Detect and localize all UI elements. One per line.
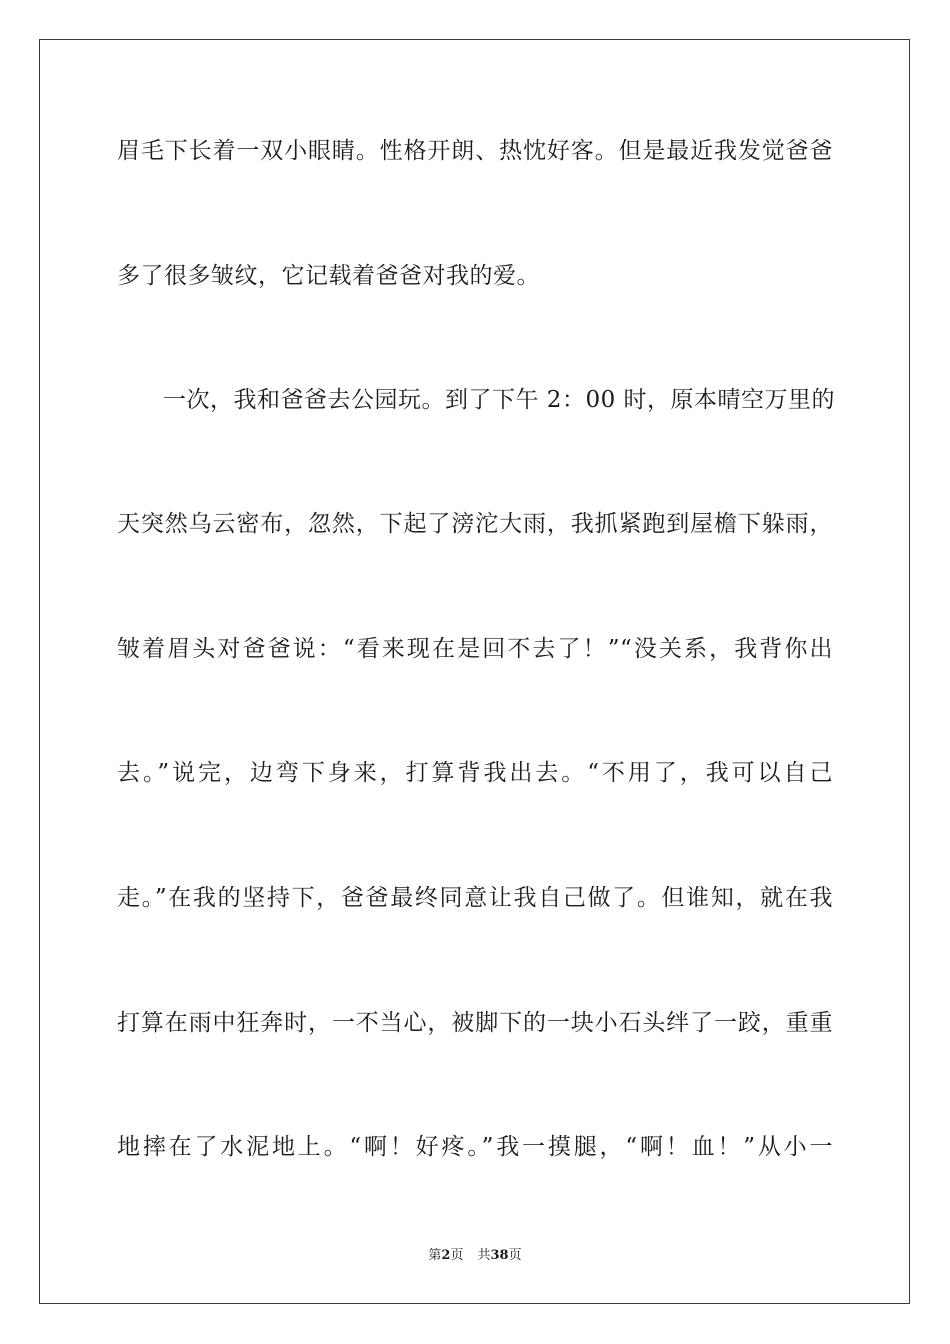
- text-line-2: 多了很多皱纹，它记载着爸爸对我的爱。: [117, 263, 540, 289]
- text-line-4: 天突然乌云密布，忽然，下起了滂沱大雨，我抓紧跑到屋檐下躲雨，: [117, 511, 833, 537]
- text-line-1: 眉毛下长着一双小眼睛。性格开朗、热忱好客。但是最近我发觉爸爸: [117, 138, 833, 164]
- total-pages: 38: [490, 1248, 509, 1263]
- text-line-7: 走。”在我的坚持下，爸爸最终同意让我自己做了。但谁知，就在我: [117, 885, 833, 911]
- page-suffix: 页: [450, 1248, 464, 1263]
- text-line-9: 地摔在了水泥地上。“啊！好疼。”我一摸腿，“啊！血！”从小一: [117, 1134, 833, 1160]
- text-line-6: 去。”说完，边弯下身来，打算背我出去。“不用了，我可以自己: [117, 760, 833, 786]
- page-border: [39, 39, 910, 1304]
- page-prefix: 第: [428, 1248, 442, 1263]
- text-line-5: 皱着眉头对爸爸说：“看来现在是回不去了！”“没关系，我背你出: [117, 636, 833, 662]
- page-number: 2: [441, 1248, 451, 1263]
- total-suffix: 页: [508, 1248, 522, 1263]
- total-prefix: 共: [477, 1248, 491, 1263]
- text-line-8: 打算在雨中狂奔时，一不当心，被脚下的一块小石头绊了一跤，重重: [117, 1010, 833, 1036]
- page-footer: [0, 1247, 950, 1265]
- text-line-3: 一次，我和爸爸去公园玩。到了下午 2：00 时，原本晴空万里的: [163, 387, 836, 413]
